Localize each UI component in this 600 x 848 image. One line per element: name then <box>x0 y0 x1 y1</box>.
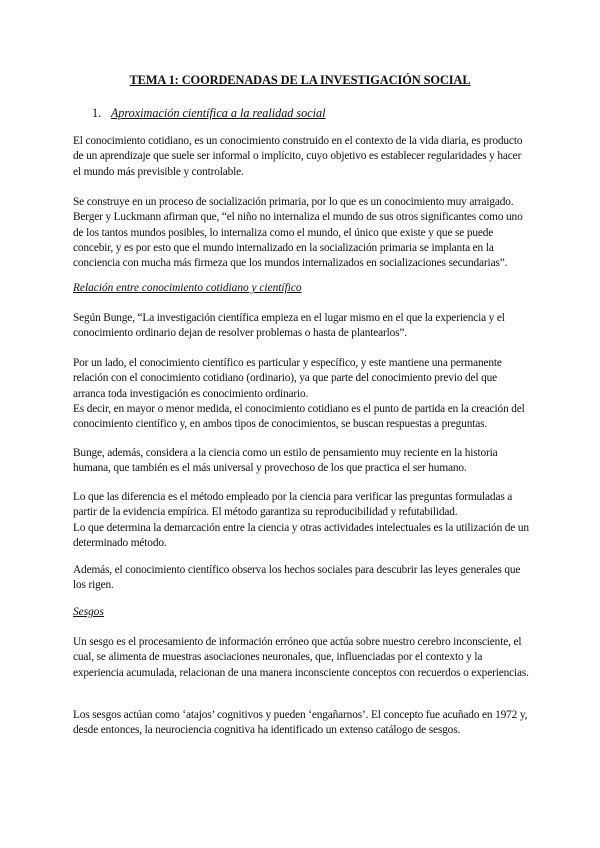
paragraph <box>73 446 529 477</box>
section-number: 1. <box>92 106 102 120</box>
paragraph <box>73 563 529 594</box>
paragraph-text: Bunge, además, considera a la ciencia como un estilo de pensamiento muy reciente en la historia humana, que también es el más universal y provechoso de los que practica el ser humano. <box>73 447 498 475</box>
paragraph-text: El conocimiento cotidiano, es un conocimiento construido en el contexto de la vida diaria, es producto de un aprendizaje que suele ser informal o implícito, cuyo objetivo es establecer regularidades y hacer el mundo más previsible y controlable. <box>73 135 523 178</box>
paragraph-text: Se construye en un proceso de socialización primaria, por lo que es un conocimiento muy arraigado. Berger y Luckmann afirman que, “el niño no internaliza el mundo de sus otros significantes como uno de los tantos mundos posibles, lo internaliza como el mundo, el único que existe y que se puede concebir, y es por esto que el mundo internalizado en la socialización primaria se implanta en la conciencia con mucha más firmeza que los mundos internalizados en socializaciones secundarias”. <box>73 196 523 270</box>
paragraph-text: Lo que las diferencia es el método empleado por la ciencia para verificar las preguntas formuladas a partir de la evidencia empírica. El método garantiza su reproducibilidad y refutabilidad. <box>73 491 513 519</box>
paragraph <box>73 490 529 551</box>
paragraph-text: Los sesgos actúan como ‘atajos’ cognitivos y pueden ‘engañarnos’. El concepto fue acuñado en 1972 y, desde entonces, la neurociencia cognitiva ha identificado un extenso catálogo de sesgos. <box>73 709 528 737</box>
paragraph-text: Un sesgo es el procesamiento de información erróneo que actúa sobre nuestro cerebro inconsciente, el cual, se alimenta de muestras asociaciones neuronales, que, influenciadas por el contexto y la experiencia acumulada, relacionan de una manera inconsciente conceptos con recuerdos o experiencias. <box>73 636 529 679</box>
paragraph <box>73 311 529 342</box>
paragraph <box>73 195 529 271</box>
paragraph <box>73 708 529 739</box>
subheading: Sesgos <box>73 606 104 618</box>
page-title: TEMA 1: COORDENADAS DE LA INVESTIGACIÓN SOCIAL <box>129 73 471 87</box>
paragraph <box>73 635 529 681</box>
subheading: Relación entre conocimiento cotidiano y científico <box>73 282 302 294</box>
paragraph <box>73 134 529 180</box>
paragraph-text: Por un lado, el conocimiento científico es particular y específico, y este mantiene una permanente relación con el conocimiento cotidiano (ordinario), ya que parte del conocimiento previo del que arranca toda investigación es conocimiento ordinario. <box>73 357 502 400</box>
paragraph <box>73 356 529 432</box>
paragraph-text: Lo que determina la demarcación entre la ciencia y otras actividades intelectuales es la utilización de un determinado método. <box>73 521 529 549</box>
paragraph-text: Además, el conocimiento científico observa los hechos sociales para descubrir las leyes generales que los rigen. <box>73 564 521 592</box>
paragraph-text: Es decir, en mayor o menor medida, el conocimiento cotidiano es el punto de partida en la creación del conocimiento científico y, en ambos tipos de conocimientos, se buscan respuestas a preguntas. <box>73 402 525 431</box>
paragraph-text: Según Bunge, “La investigación científica empieza en el lugar mismo en el que la experiencia y el conocimiento ordinario dejan de resolver problemas o hasta de plantearlos”. <box>73 312 505 340</box>
section-heading <box>92 106 326 121</box>
section-title: Aproximación científica a la realidad social <box>110 106 326 120</box>
